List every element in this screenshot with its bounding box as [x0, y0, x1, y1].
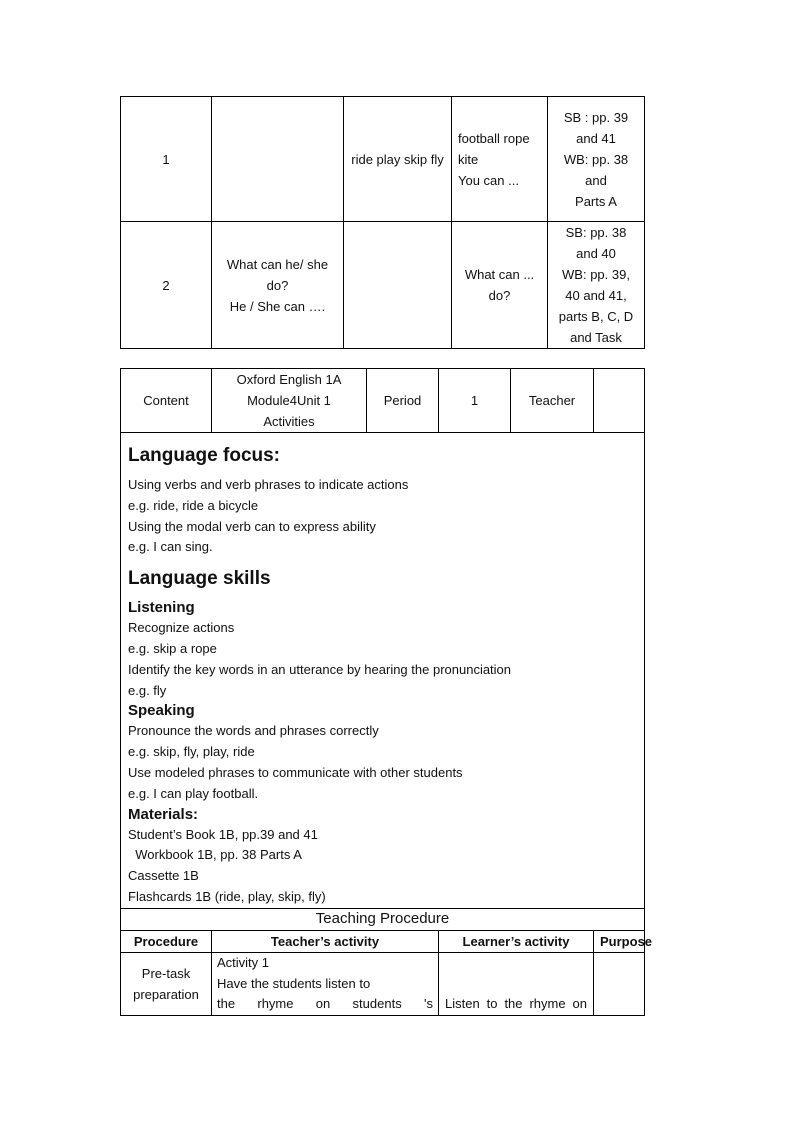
- words-cell: [344, 222, 452, 349]
- activity-title: Activity 1: [217, 954, 270, 970]
- materials-line: Student’s Book 1B, pp.39 and 41: [128, 826, 318, 842]
- words-cell: ride play skip fly: [344, 97, 452, 222]
- teacher-label: Teacher: [511, 369, 594, 433]
- structures-cell: What can he/ she do? He / She can ….: [212, 222, 344, 349]
- materials-heading: Materials:: [128, 805, 199, 823]
- learner-activity-cell: [439, 952, 594, 1015]
- purpose-column-header: Purpose: [594, 930, 645, 952]
- teacher-activity-cell: [212, 952, 439, 1015]
- language-focus-heading: Language focus:: [128, 445, 281, 466]
- speaking-heading: Speaking: [128, 702, 195, 720]
- purpose-cell: [594, 952, 645, 1015]
- focus-line: Using the modal verb can to express ability: [128, 518, 376, 534]
- speaking-line: Use modeled phrases to communicate with other students: [128, 764, 463, 780]
- speaking-line: e.g. skip, fly, play, ride: [128, 744, 255, 760]
- reference-cell: SB: pp. 38 and 40 WB: pp. 39, 40 and 41, parts B, C, D and Task: [548, 222, 645, 349]
- procedure-title-row: [121, 908, 645, 930]
- lesson-plan-table: [120, 368, 653, 1016]
- reference-cell: SB : pp. 39 and 41 WB: pp. 38 and Parts A: [548, 97, 645, 222]
- period-label: Period: [367, 369, 439, 433]
- materials-line: Workbook 1B, pp. 38 Parts A: [128, 847, 302, 863]
- teacher-activity-column-header: Teacher’s activity: [212, 930, 439, 952]
- language-skills-heading: Language skills: [128, 568, 271, 590]
- structures-cell: [212, 97, 344, 222]
- speaking-line: Pronounce the words and phrases correctly: [128, 723, 379, 739]
- content-value: Oxford English 1A Module4Unit 1 Activities: [212, 369, 367, 433]
- focus-line: Using verbs and verb phrases to indicate actions: [128, 477, 409, 492]
- table-row: [121, 222, 645, 349]
- activity-line: Have the students listen to: [217, 975, 371, 991]
- phrases-cell: football rope kite You can ...: [452, 97, 548, 222]
- focus-line: e.g. I can sing.: [128, 539, 213, 555]
- row-number: 2: [121, 222, 212, 349]
- stage-cell: Pre-task preparation: [121, 952, 212, 1015]
- materials-line: Flashcards 1B (ride, play, skip, fly): [128, 888, 326, 904]
- listening-line: Identify the key words in an utterance by hearing the pronunciation: [128, 661, 512, 677]
- learner-activity-text: Listen to the rhyme on: [445, 996, 588, 1012]
- materials-line: Cassette 1B: [128, 868, 199, 884]
- teaching-procedure-heading: Teaching Procedure: [121, 908, 645, 930]
- listening-line: Recognize actions: [128, 620, 235, 636]
- table-row: [121, 97, 645, 222]
- teacher-value: [594, 369, 645, 433]
- objectives-cell: [121, 433, 645, 909]
- listening-heading: Listening: [128, 599, 195, 617]
- learner-activity-column-header: Learner’s activity: [439, 930, 594, 952]
- listening-line: e.g. fly: [128, 682, 167, 698]
- listening-line: e.g. skip a rope: [128, 640, 217, 656]
- phrases-cell: What can ... do?: [452, 222, 548, 349]
- procedure-header-row: [121, 930, 645, 952]
- activity-line: the rhyme on students 's: [217, 996, 433, 1012]
- table-row: [121, 952, 645, 1015]
- procedure-column-header: Procedure: [121, 930, 212, 952]
- row-number: 1: [121, 97, 212, 222]
- focus-line: e.g. ride, ride a bicycle: [128, 497, 259, 513]
- period-value: 1: [439, 369, 511, 433]
- content-label: Content: [121, 369, 212, 433]
- objectives-row: [121, 433, 645, 909]
- vocabulary-table: [120, 96, 645, 349]
- header-row: [121, 369, 645, 433]
- speaking-line: e.g. I can play football.: [128, 785, 259, 801]
